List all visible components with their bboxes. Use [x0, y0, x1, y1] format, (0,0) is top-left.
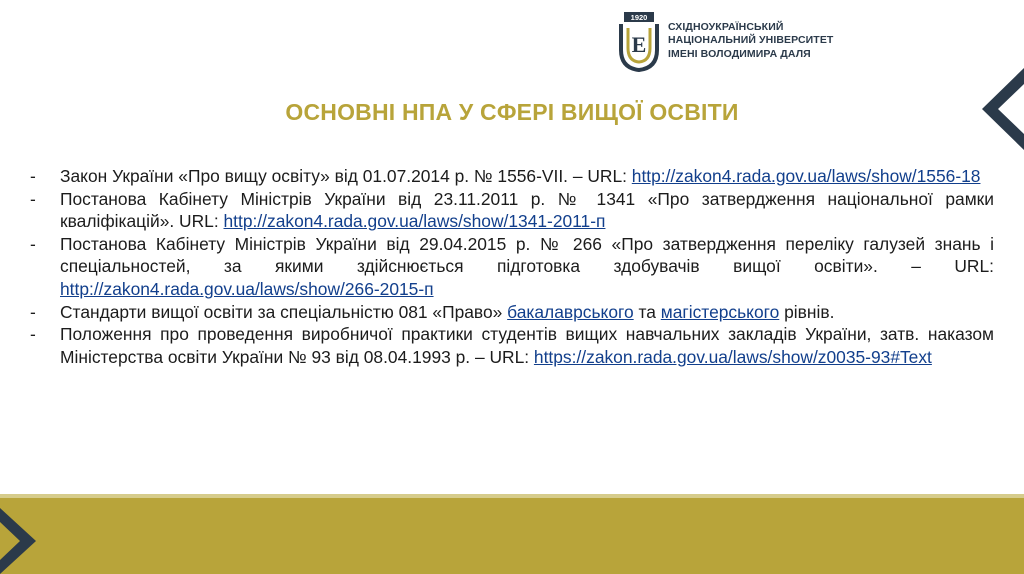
- list-item: [30, 301, 994, 324]
- university-logo: [618, 10, 833, 72]
- page-title: ОСНОВНІ НПА У СФЕРІ ВИЩОЇ ОСВІТИ: [285, 99, 739, 125]
- law-link[interactable]: https://zakon.rada.gov.ua/laws/show/z0035-93#Text: [533, 346, 932, 367]
- list-item-text-middle: та: [633, 301, 661, 322]
- list-item: [30, 165, 994, 188]
- legal-acts-list: [30, 165, 994, 368]
- logo-line-1: СХІДНОУКРАЇНСЬКИЙ: [668, 20, 784, 33]
- list-item-text: Постанова Кабінету Міністрів України від 23.11.2011 р. № 1341 «Про затвердження національної рамки кваліфікацій». URL:: [60, 188, 994, 232]
- logo-letter: E: [631, 32, 647, 57]
- list-item-text: Закон України «Про вищу освіту» від 01.07.2014 р. № 1556-VII. – URL:: [60, 166, 632, 186]
- logo-line-2: НАЦІОНАЛЬНИЙ УНІВЕРСИТЕТ: [668, 34, 834, 47]
- bullet-dash: -: [30, 324, 36, 345]
- logo-year: 1920: [630, 13, 648, 22]
- master-standard-link[interactable]: магістерського: [660, 301, 780, 322]
- law-link[interactable]: http://zakon4.rada.gov.ua/laws/show/266-2015-п: [60, 278, 434, 299]
- law-link[interactable]: http://zakon4.rada.gov.ua/laws/show/1556-18: [631, 166, 981, 186]
- footer-band: [0, 498, 1024, 574]
- list-item: [30, 188, 994, 233]
- logo-text: [668, 21, 833, 62]
- list-item: [30, 233, 994, 301]
- list-item-text: Положення про проведення виробничої практики студентів вищих навчальних закладів України, затв. наказом Міністерства освіти України № 93 від 08.04.1993 р. – URL:: [60, 324, 994, 367]
- list-item-text-tail: рівнів.: [779, 301, 835, 322]
- bullet-dash: -: [30, 166, 36, 186]
- list-item: [30, 323, 994, 368]
- bullet-dash: -: [30, 301, 36, 322]
- list-item-text: Стандарти вищої освіти за спеціальністю 081 «Право»: [60, 301, 508, 322]
- logo-line-3: ІМЕНІ ВОЛОДИМИРА ДАЛЯ: [668, 47, 811, 60]
- law-link[interactable]: http://zakon4.rada.gov.ua/laws/show/1341-2011-п: [223, 211, 606, 232]
- list-item-text: Постанова Кабінету Міністрів України від 29.04.2015 р. № 266 «Про затвердження переліку галузей знань і спеціальностей, за якими здійснюється підготовка здобувачів вищої освіти». – URL:: [60, 233, 994, 277]
- university-emblem-icon: [618, 10, 660, 72]
- bullet-dash: -: [30, 188, 36, 209]
- bachelor-standard-link[interactable]: бакалаврського: [507, 301, 634, 322]
- chevron-right-icon: [0, 508, 42, 574]
- bullet-dash: -: [30, 233, 36, 254]
